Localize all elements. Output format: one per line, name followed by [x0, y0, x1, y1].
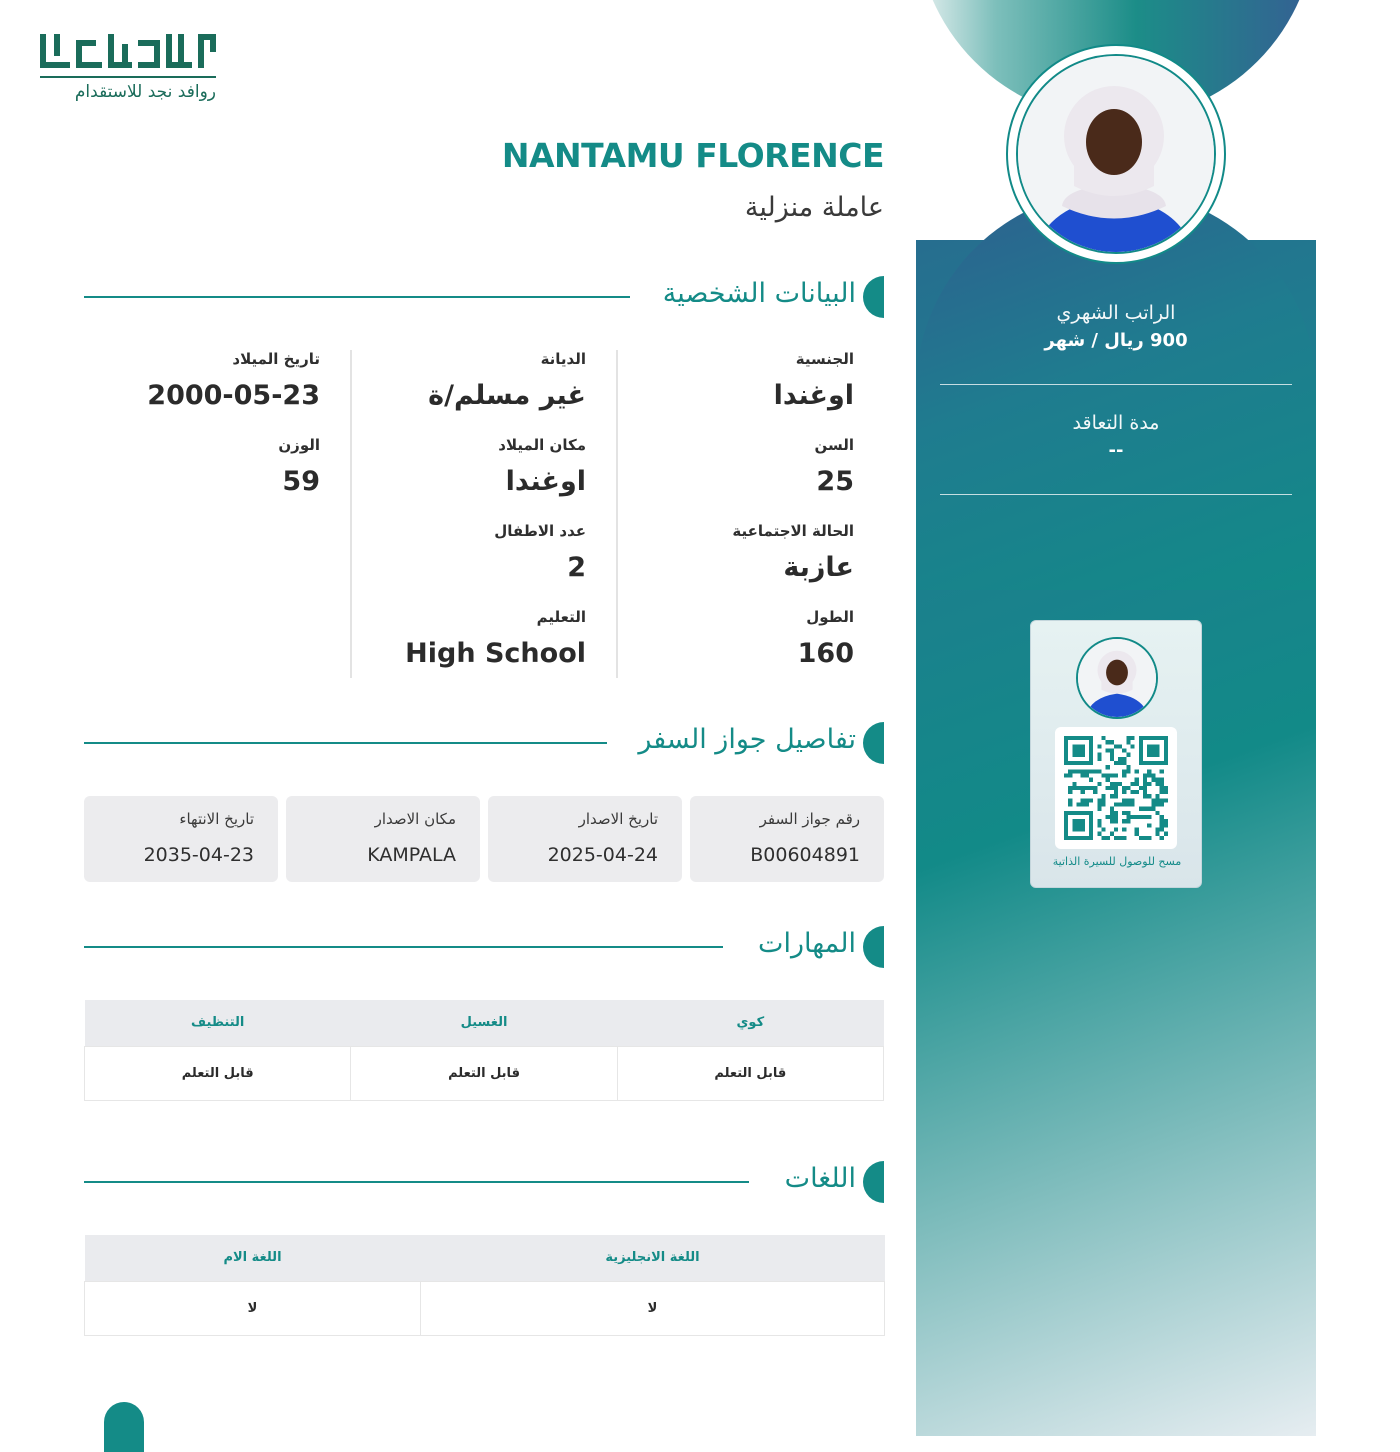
qr-card[interactable]: [1030, 620, 1202, 888]
table-header: التنظيف: [85, 1000, 351, 1046]
table-header: الغسيل: [351, 1000, 617, 1046]
worker-name: NANTAMU FLORENCE: [501, 136, 884, 175]
skills-table: [84, 1000, 884, 1101]
logo-mark-icon: [40, 30, 216, 74]
table-row: [85, 1281, 885, 1335]
field-age: السن 25: [814, 436, 854, 497]
field-children: عدد الاطفال 2: [494, 522, 586, 583]
job-title: عاملة منزلية: [744, 192, 884, 223]
divider: [940, 494, 1292, 495]
salary-label: الراتب الشهري: [1056, 302, 1176, 324]
field-birth-place: مكان الميلاد اوغندا: [498, 436, 586, 497]
table-cell: قابل التعلم: [85, 1046, 351, 1100]
table-cell: لا: [85, 1281, 421, 1335]
sidebar: [916, 0, 1316, 1436]
contract-value: --: [1108, 440, 1124, 461]
table-header: اللغة الام: [85, 1235, 421, 1281]
issue-date-card: تاريخ الاصدار 2025-04-24: [488, 796, 682, 882]
field-birth-date: تاريخ الميلاد 2000-05-23: [147, 350, 320, 411]
field-education: التعليم High School: [405, 608, 586, 669]
salary-value: 900 ريال / شهر: [1044, 330, 1188, 351]
issue-place-card: مكان الاصدار KAMPALA: [286, 796, 480, 882]
divider: [940, 384, 1292, 385]
profile-photo: [1006, 44, 1226, 264]
logo-text: روافد نجد للاستقدام: [74, 82, 216, 102]
qr-caption: مسح للوصول للسيرة الذاتية: [1052, 855, 1182, 868]
table-cell: قابل التعلم: [617, 1046, 883, 1100]
section-skills-header: [84, 926, 884, 968]
passport-cards: [84, 796, 884, 882]
section-passport-header: [84, 722, 884, 764]
table-header-row: [85, 1000, 884, 1046]
salary-block: [940, 302, 1292, 351]
table-header: اللغة الانجليزية: [421, 1235, 885, 1281]
section-title: تفاصيل جواز السفر: [638, 724, 856, 755]
qr-avatar: [1076, 637, 1158, 719]
contract-label: مدة التعاقد: [1072, 412, 1160, 434]
table-header-row: [85, 1235, 885, 1281]
personal-grid: [84, 350, 884, 678]
section-languages-header: [84, 1161, 884, 1203]
languages-table: [84, 1235, 885, 1336]
field-weight: الوزن 59: [278, 436, 320, 497]
section-title: اللغات: [784, 1163, 856, 1194]
table-cell: قابل التعلم: [351, 1046, 617, 1100]
field-marital-status: الحالة الاجتماعية عازبة: [732, 522, 854, 583]
company-logo: [40, 30, 216, 106]
expiry-date-card: تاريخ الانتهاء 2035-04-23: [84, 796, 278, 882]
section-personal-header: [84, 276, 884, 318]
contract-block: [940, 412, 1292, 461]
section-title: المهارات: [758, 928, 856, 959]
field-nationality: الجنسية اوغندا: [773, 350, 854, 411]
passport-number-card: رقم جواز السفر B00604891: [690, 796, 884, 882]
section-title: البيانات الشخصية: [662, 278, 856, 309]
footer-decoration: [104, 1402, 144, 1452]
qr-code[interactable]: [1055, 727, 1177, 849]
table-header: كوي: [617, 1000, 883, 1046]
table-row: [85, 1046, 884, 1100]
field-height: الطول 160: [797, 608, 854, 669]
table-cell: لا: [421, 1281, 885, 1335]
field-religion: الديانة غير مسلم/ة: [428, 350, 586, 411]
